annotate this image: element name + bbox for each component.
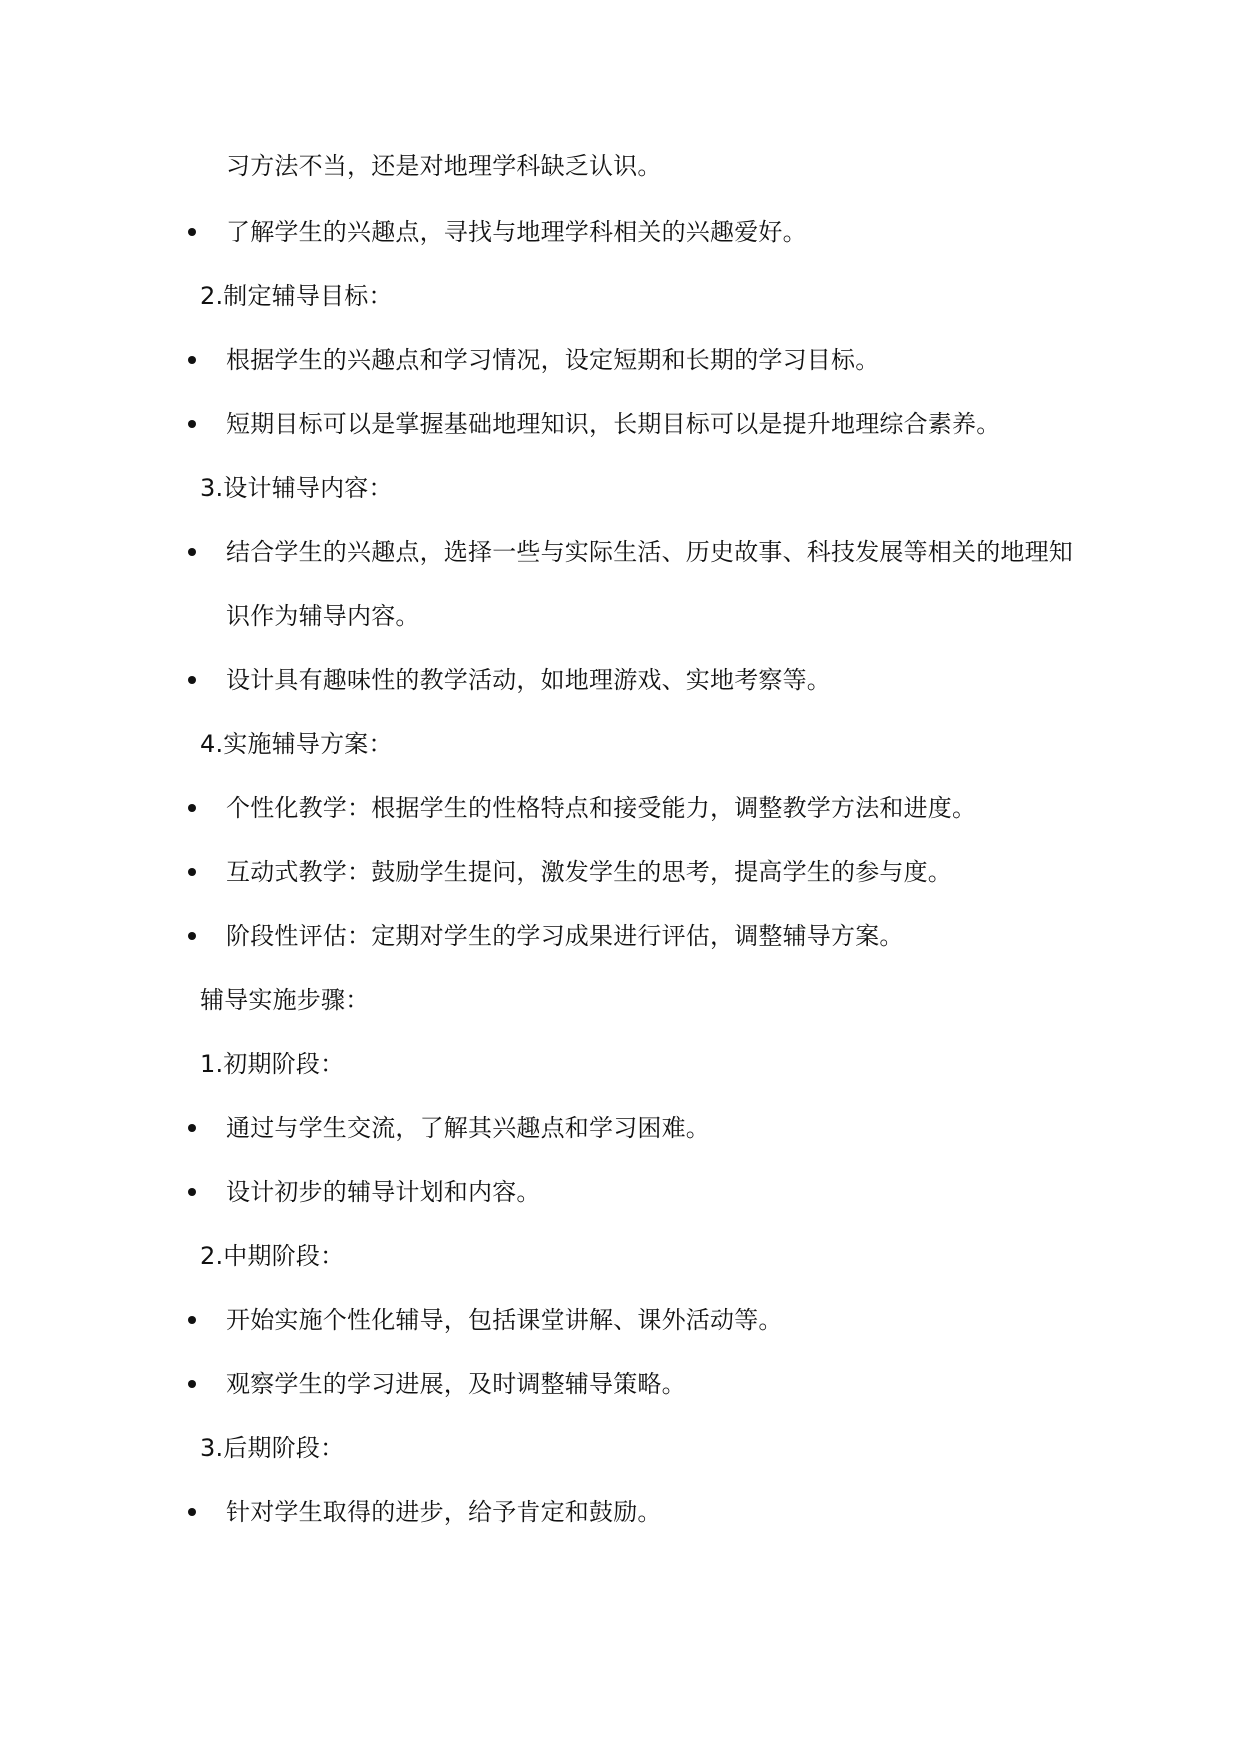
list-item: 了解学生的兴趣点，寻找与地理学科相关的兴趣爱好。 bbox=[226, 218, 807, 246]
list-item: 个性化教学：根据学生的性格特点和接受能力，调整教学方法和进度。 bbox=[226, 794, 977, 822]
list-item: 互动式教学：鼓励学生提问，激发学生的思考，提高学生的参与度。 bbox=[226, 858, 952, 886]
bullet-icon bbox=[188, 228, 196, 236]
list-item: 针对学生取得的进步，给予肯定和鼓励。 bbox=[226, 1498, 662, 1526]
list-item: 观察学生的学习进展，及时调整辅导策略。 bbox=[226, 1370, 686, 1398]
continuation-line: 习方法不当，还是对地理学科缺乏认识。 bbox=[226, 152, 662, 180]
bullet-icon bbox=[188, 1380, 196, 1388]
bullet-icon bbox=[188, 804, 196, 812]
bullet-icon bbox=[188, 932, 196, 940]
section-heading: 辅导实施步骤： bbox=[200, 986, 370, 1014]
section-heading: 3.设计辅导内容： bbox=[200, 474, 393, 502]
list-item: 阶段性评估：定期对学生的学习成果进行评估，调整辅导方案。 bbox=[226, 922, 904, 950]
list-item: 设计初步的辅导计划和内容。 bbox=[226, 1178, 541, 1206]
bullet-icon bbox=[188, 1316, 196, 1324]
list-item: 通过与学生交流，了解其兴趣点和学习困难。 bbox=[226, 1114, 710, 1142]
list-item: 短期目标可以是掌握基础地理知识，长期目标可以是提升地理综合素养。 bbox=[226, 410, 1001, 438]
bullet-icon bbox=[188, 868, 196, 876]
list-item: 结合学生的兴趣点，选择一些与实际生活、历史故事、科技发展等相关的地理知 bbox=[226, 538, 1073, 566]
list-item: 设计具有趣味性的教学活动，如地理游戏、实地考察等。 bbox=[226, 666, 831, 694]
bullet-icon bbox=[188, 1188, 196, 1196]
bullet-icon bbox=[188, 1508, 196, 1516]
bullet-icon bbox=[188, 1124, 196, 1132]
continuation-line: 识作为辅导内容。 bbox=[226, 602, 420, 630]
list-item: 开始实施个性化辅导，包括课堂讲解、课外活动等。 bbox=[226, 1306, 783, 1334]
bullet-icon bbox=[188, 548, 196, 556]
section-heading: 4.实施辅导方案： bbox=[200, 730, 393, 758]
section-heading: 2.制定辅导目标： bbox=[200, 282, 393, 310]
bullet-icon bbox=[188, 420, 196, 428]
section-heading: 3.后期阶段： bbox=[200, 1434, 345, 1462]
list-item: 根据学生的兴趣点和学习情况，设定短期和长期的学习目标。 bbox=[226, 346, 880, 374]
section-heading: 1.初期阶段： bbox=[200, 1050, 345, 1078]
bullet-icon bbox=[188, 676, 196, 684]
section-heading: 2.中期阶段： bbox=[200, 1242, 345, 1270]
bullet-icon bbox=[188, 356, 196, 364]
